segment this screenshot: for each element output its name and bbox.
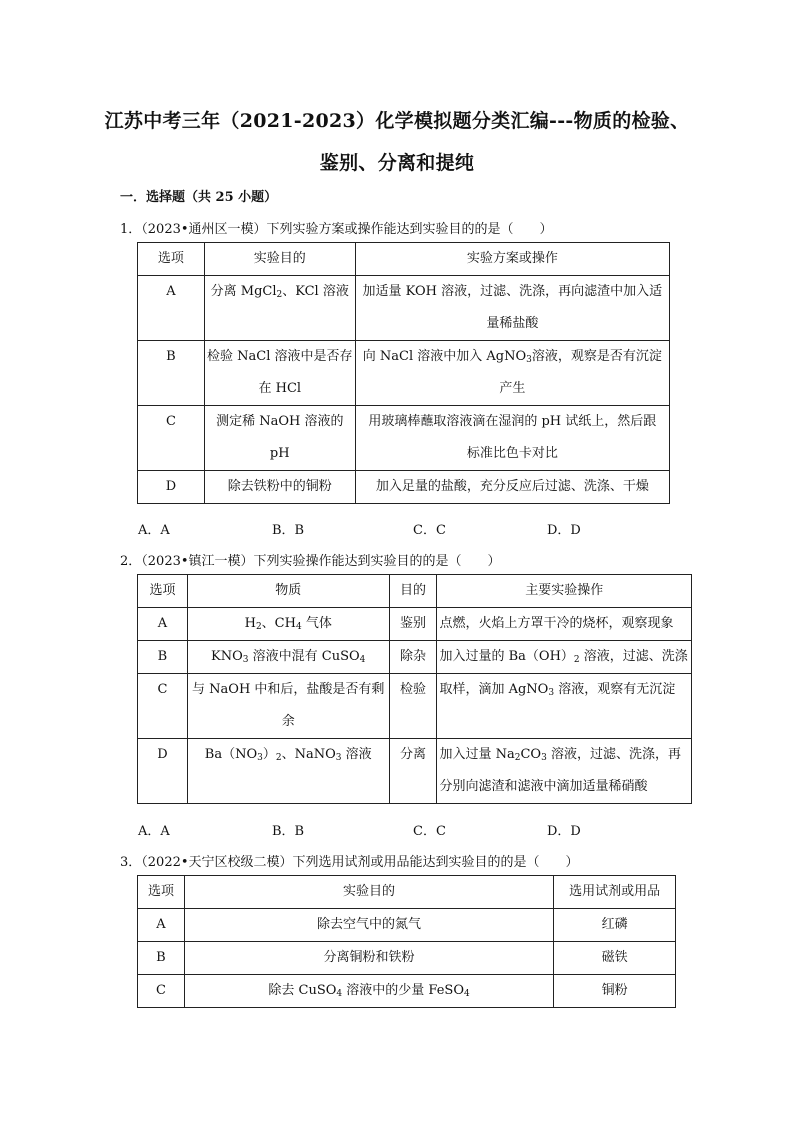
table-header-row [138, 243, 670, 276]
header-cell: 选用试剂或用品 [554, 876, 676, 909]
choice-c: C．C [413, 824, 446, 839]
goal-cell: 检验 NaCl 溶液中是否存 在 HCl [204, 341, 355, 406]
question-1-table [137, 242, 670, 504]
operation-cell: 加入过量的 $Ba(OH)_2$ 溶液，过滤、洗涤 [437, 641, 692, 674]
plan-cell: 加适量 KOH 溶液，过滤、洗涤，再向滤渣中加入适 量稀盐酸 [355, 276, 669, 341]
doc-title-line2: 鉴别、分离和提纯 [319, 152, 475, 174]
substance-cell: $KNO_3$ 溶液中混有 CuSO$_4$ [187, 641, 389, 674]
header-cell: 实验目的 [204, 243, 355, 276]
aim-cell: 除杂 [389, 641, 437, 674]
question-3-stem: 3．（2022•天宁区校级二模）下列选用试剂或用品能达到实验目的的是（ ） [120, 855, 579, 870]
header-cell: 实验目的 [184, 876, 553, 909]
table-row [138, 276, 670, 341]
goal-cell: 测定稀 NaOH 溶液的 pH [204, 406, 355, 471]
table-row [138, 608, 692, 641]
question-3-table [137, 875, 676, 1008]
aim-cell: 分离 [389, 739, 437, 804]
header-cell: 选项 [138, 876, 185, 909]
doc-title-line1: 江苏中考三年（2021-2023）化学模拟题分类汇编---物质的检验、 [104, 110, 690, 132]
choice-d: D．D [547, 824, 581, 839]
option-cell: B [138, 341, 205, 406]
plan-cell: 用玻璃棒蘸取溶液滴在湿润的 pH 试纸上，然后跟 标准比色卡对比 [355, 406, 669, 471]
plan-cell: 向 NaCl 溶液中加入 AgNO$_3$溶液，观察是否有沉淀 产生 [355, 341, 669, 406]
question-2-table [137, 574, 692, 804]
operation-cell: 点燃，火焰上方罩干冷的烧杯，观察现象 [437, 608, 692, 641]
question-2-stem: 2．（2023•镇江一模）下列实验操作能达到实验目的的是（ ） [120, 554, 501, 569]
table-row [138, 909, 676, 942]
goal-cell: 除去 CuSO$_4$ 溶液中的少量 FeSO$_4$ [184, 975, 553, 1008]
substance-cell: $H_2$、$CH_4$ 气体 [187, 608, 389, 641]
option-cell: D [138, 471, 205, 504]
table-row [138, 471, 670, 504]
header-cell: 物质 [187, 575, 389, 608]
reagent-cell: 红磷 [554, 909, 676, 942]
header-cell: 目的 [389, 575, 437, 608]
option-cell: C [138, 975, 185, 1008]
option-cell: D [138, 739, 188, 804]
option-cell: B [138, 942, 185, 975]
plan-cell: 加入足量的盐酸，充分反应后过滤、洗涤、干燥 [355, 471, 669, 504]
operation-cell: 加入过量 $Na_2CO_3$ 溶液，过滤、洗涤，再 分别向滤渣和滤液中滴加适量稀硝酸 [437, 739, 692, 804]
goal-cell: 除去铁粉中的铜粉 [204, 471, 355, 504]
table-row [138, 739, 692, 804]
option-cell: A [138, 608, 188, 641]
table-row [138, 942, 676, 975]
choice-d: D．D [547, 523, 581, 538]
choice-a: A．A [138, 824, 170, 839]
reagent-cell: 铜粉 [554, 975, 676, 1008]
option-cell: C [138, 674, 188, 739]
question-1-stem: 1．（2023•通州区一模）下列实验方案或操作能达到实验目的的是（ ） [120, 222, 553, 237]
option-cell: A [138, 909, 185, 942]
aim-cell: 鉴别 [389, 608, 437, 641]
option-cell: A [138, 276, 205, 341]
substance-cell: 与 NaOH 中和后，盐酸是否有剩 余 [187, 674, 389, 739]
goal-cell: 除去空气中的氮气 [184, 909, 553, 942]
table-header-row [138, 575, 692, 608]
aim-cell: 检验 [389, 674, 437, 739]
option-cell: B [138, 641, 188, 674]
substance-cell: $Ba(NO_3)_2$、NaNO$_3$ 溶液 [187, 739, 389, 804]
header-cell: 选项 [138, 243, 205, 276]
choice-a: A．A [138, 523, 170, 538]
table-row [138, 641, 692, 674]
table-row [138, 406, 670, 471]
operation-cell: 取样，滴加 AgNO$_3$ 溶液，观察有无沉淀 [437, 674, 692, 739]
header-cell: 实验方案或操作 [355, 243, 669, 276]
header-cell: 选项 [138, 575, 188, 608]
goal-cell: 分离铜粉和铁粉 [184, 942, 553, 975]
section-heading: 一．选择题（共 25 小题） [120, 190, 278, 205]
table-row [138, 975, 676, 1008]
goal-cell: 分离 MgCl$_2$、KCl 溶液 [204, 276, 355, 341]
option-cell: C [138, 406, 205, 471]
table-row [138, 674, 692, 739]
choice-c: C．C [413, 523, 446, 538]
table-row [138, 341, 670, 406]
table-header-row [138, 876, 676, 909]
header-cell: 主要实验操作 [437, 575, 692, 608]
reagent-cell: 磁铁 [554, 942, 676, 975]
choice-b: B．B [272, 824, 305, 839]
choice-b: B．B [272, 523, 305, 538]
